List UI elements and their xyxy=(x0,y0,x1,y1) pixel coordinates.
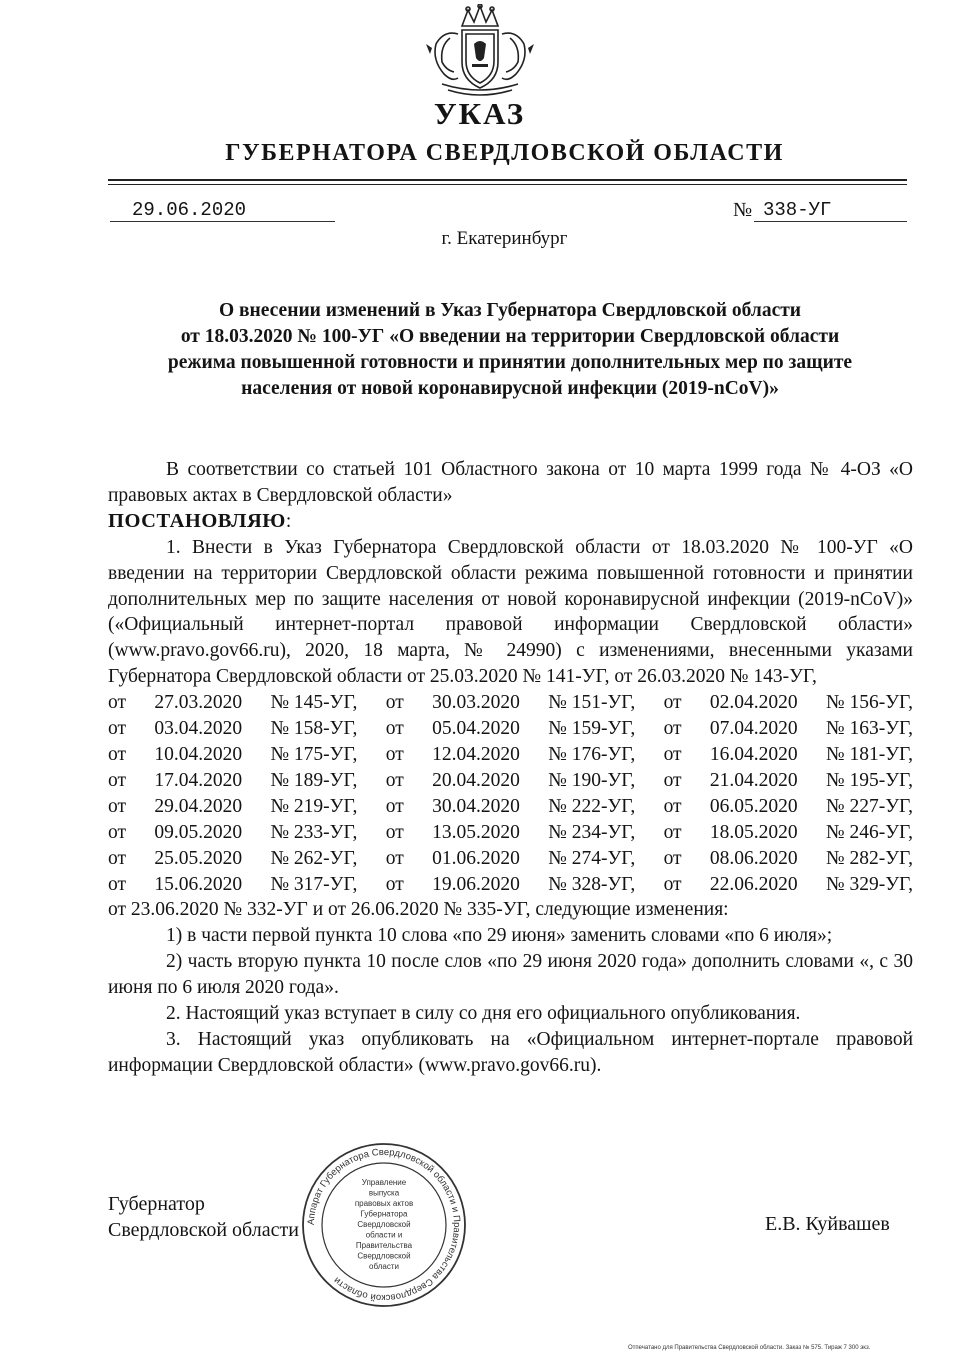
stamp-center-text: Управление выпуска правовых актов Губернатора Свердловской области и Правительства Свердловской области xyxy=(354,1178,414,1271)
resolve-colon: : xyxy=(285,510,292,532)
amendment-cell: 30.04.2020 xyxy=(432,795,520,817)
amendment-cell: от xyxy=(108,821,127,843)
amendment-cell: 06.05.2020 xyxy=(709,795,798,817)
amendment-cell: 25.05.2020 xyxy=(154,847,243,869)
amendment-cell: 16.04.2020 xyxy=(709,743,798,765)
position-line: Свердловской области xyxy=(108,1219,299,1241)
amendment-cell: от xyxy=(663,743,682,765)
amendment-cell: от xyxy=(108,743,127,765)
amendment-cell: 18.05.2020 xyxy=(709,821,798,843)
signatory-position xyxy=(108,1191,299,1243)
amendment-cell: № 274-УГ, xyxy=(548,847,636,869)
amendment-cell: от xyxy=(385,847,404,869)
amendment-cell: от xyxy=(385,769,404,791)
resolve-word: ПОСТАНОВЛЯЮ xyxy=(108,509,286,532)
subitem-1: 1) в части первой пункта 10 слова «по 29 июня» заменить словами «по 6 июля»; xyxy=(166,925,833,947)
official-stamp xyxy=(300,1141,468,1309)
amendment-row xyxy=(108,820,913,846)
amendment-cell: 22.06.2020 xyxy=(709,873,798,895)
amendment-cell: № 176-УГ, xyxy=(548,743,636,765)
amendment-cell: от xyxy=(385,873,404,895)
document-issuer: ГУБЕРНАТОРА СВЕРДЛОВСКОЙ ОБЛАСТИ xyxy=(225,140,784,166)
amendment-cell: № 317-УГ, xyxy=(270,873,358,895)
amendment-cell: от xyxy=(385,821,404,843)
amendment-cell: 03.04.2020 xyxy=(154,718,243,740)
amendment-cell: 15.06.2020 xyxy=(154,873,243,895)
amendment-cell: № 233-УГ, xyxy=(270,821,358,843)
signatory-name: Е.В. Куйвашев xyxy=(765,1213,890,1235)
amendment-cell: 02.04.2020 xyxy=(709,692,798,714)
amendment-cell: 09.05.2020 xyxy=(154,821,243,843)
amendment-cell: № 181-УГ, xyxy=(826,743,913,765)
amendment-cell: 17.04.2020 xyxy=(154,769,243,791)
amendment-cell: № 156-УГ, xyxy=(826,692,913,714)
amendment-cell: № 246-УГ, xyxy=(826,821,913,843)
amendment-cell: 29.04.2020 xyxy=(154,795,243,817)
amendment-cell: от xyxy=(385,718,404,740)
amendment-row xyxy=(108,690,913,716)
coat-of-arms-icon xyxy=(418,4,543,96)
amendment-cell: 27.03.2020 xyxy=(154,692,243,714)
amendment-cell: 21.04.2020 xyxy=(709,769,798,791)
amendment-row xyxy=(108,742,913,768)
amendment-cell: № 234-УГ, xyxy=(548,821,636,843)
preamble: В соответствии со статьей 101 Областного закона от 10 марта 1999 года № 4-ОЗ «О правовых актах в Свердловской области» xyxy=(108,459,913,506)
subject-line: О внесении изменений в Указ Губернатора Свердловской области xyxy=(218,300,802,321)
header-divider xyxy=(108,179,907,181)
amendment-cell: от xyxy=(663,873,682,895)
amendment-cell: № 190-УГ, xyxy=(548,769,636,791)
resolve-line xyxy=(108,509,913,535)
amendment-cell: от xyxy=(663,718,682,740)
amendment-cell: от xyxy=(108,847,127,869)
amendment-cell: от xyxy=(385,795,404,817)
amendment-row xyxy=(108,846,913,872)
decree-number: 338-УГ xyxy=(763,199,832,221)
subject-line: от 18.03.2020 № 100-УГ «О введении на территории Свердловской области xyxy=(180,326,840,347)
amendment-cell: 10.04.2020 xyxy=(154,743,243,765)
amendment-row xyxy=(108,768,913,794)
amendment-cell: 20.04.2020 xyxy=(432,769,520,791)
amendment-cell: 08.06.2020 xyxy=(709,847,798,869)
amendments-list xyxy=(108,690,913,897)
amendment-cell: № 219-УГ, xyxy=(270,795,358,817)
amendment-cell: 12.04.2020 xyxy=(432,743,520,765)
amendment-cell: 07.04.2020 xyxy=(709,718,798,740)
item-1-intro: 1. Внести в Указ Губернатора Свердловской области от 18.03.2020 № 100-УГ «О введении на территории Свердловской области режима повышенной готовности и принятии дополнительных мер по защите населения от новой коронавирусной инфекции (2019-nCoV)» («Официальный интернет-портал правовой информации Свердловской области» (www.pravo.gov66.ru), 2020, 18 марта, № 24990) с изменениями, внесенными указами Губернатора Свердловской области от 25.03.2020 № 141-УГ, от 26.03.2020 № 143-УГ, xyxy=(108,536,913,688)
amendment-cell: от xyxy=(663,821,682,843)
amendment-cell: № 195-УГ, xyxy=(826,769,913,791)
amendment-cell: № 222-УГ, xyxy=(548,795,636,817)
amendment-cell: 13.05.2020 xyxy=(432,821,520,843)
amendment-cell: 01.06.2020 xyxy=(432,847,520,869)
stamp-ring-text: Аппарат Губернатора Свердловской области и Правительства Свердловской области xyxy=(305,1146,463,1304)
amendment-cell: от xyxy=(663,847,682,869)
item-1-end: от 23.06.2020 № 332-УГ и от 26.06.2020 № 335-УГ, следующие изменения: xyxy=(108,899,729,921)
amendment-cell: от xyxy=(663,769,682,791)
subject-line: населения от новой коронавирусной инфекции (2019-nCoV)» xyxy=(241,378,779,399)
date-underline xyxy=(110,221,335,222)
amendment-cell: от xyxy=(385,692,404,714)
amendment-cell: № 227-УГ, xyxy=(826,795,913,817)
amendment-cell: от xyxy=(663,795,682,817)
print-imprint: Отпечатано для Правительства Свердловской области. Заказ № 575. Тираж 7 300 экз. xyxy=(628,1345,871,1351)
amendment-cell: от xyxy=(108,692,127,714)
decree-date: 29.06.2020 xyxy=(132,199,247,221)
amendment-cell: № 158-УГ, xyxy=(270,718,358,740)
amendment-row xyxy=(108,794,913,820)
amendment-cell: № 282-УГ, xyxy=(826,847,913,869)
amendment-cell: от xyxy=(385,743,404,765)
amendment-cell: № 163-УГ, xyxy=(826,718,913,740)
amendment-cell: № 262-УГ, xyxy=(270,847,358,869)
amendment-cell: № 189-УГ, xyxy=(270,769,358,791)
decree-subject xyxy=(60,298,959,402)
amendment-cell: 30.03.2020 xyxy=(432,692,520,714)
item-3: 3. Настоящий указ опубликовать на «Официальном интернет-портале правовой информации Свердловской области» (www.pravo.gov66.ru). xyxy=(108,1028,913,1076)
amendment-cell: № 151-УГ, xyxy=(548,692,636,714)
amendment-cell: 05.04.2020 xyxy=(432,718,520,740)
header-divider-thin xyxy=(108,184,907,185)
number-sign: № xyxy=(733,199,753,221)
amendment-cell: от xyxy=(108,769,127,791)
item-2: 2. Настоящий указ вступает в силу со дня его официального опубликования. xyxy=(166,1003,801,1025)
amendment-cell: от xyxy=(663,692,682,714)
amendment-cell: № 159-УГ, xyxy=(548,718,636,740)
amendment-cell: № 175-УГ, xyxy=(270,743,358,765)
decree-body xyxy=(108,457,913,1079)
amendment-cell: от xyxy=(108,795,127,817)
amendment-cell: от xyxy=(108,718,127,740)
subject-line: режима повышенной готовности и принятии дополнительных мер по защите xyxy=(167,352,853,373)
number-underline xyxy=(754,221,907,222)
amendment-cell: № 328-УГ, xyxy=(548,873,636,895)
city: г. Екатеринбург xyxy=(441,228,568,249)
amendment-row xyxy=(108,716,913,742)
document-title: УКАЗ xyxy=(433,96,526,131)
amendment-cell: № 329-УГ, xyxy=(826,873,913,895)
amendment-row xyxy=(108,872,913,898)
subitem-2: 2) часть вторую пункта 10 после слов «по 29 июня 2020 года» дополнить словами «, с 30 июня по 6 июля 2020 года». xyxy=(108,951,913,999)
amendment-cell: 19.06.2020 xyxy=(432,873,520,895)
amendment-cell: № 145-УГ, xyxy=(270,692,358,714)
position-line: Губернатор xyxy=(108,1193,205,1215)
amendment-cell: от xyxy=(108,873,127,895)
